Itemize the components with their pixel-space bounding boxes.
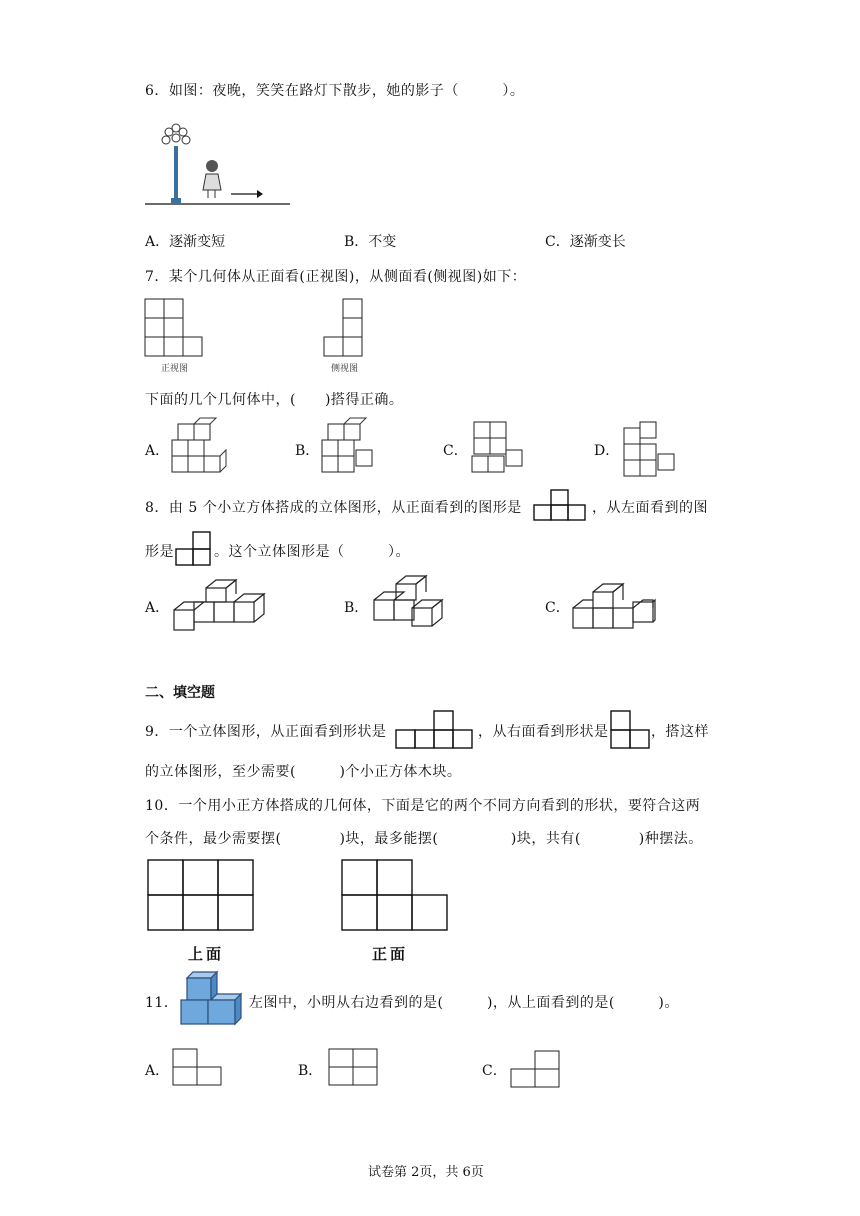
q10-line1: 10．一个用小正方体搭成的几何体，下面是它的两个不同方向看到的形状，要符合这两 [145,798,701,814]
page-footer: 试卷第 2页，共 6页 [368,1165,484,1180]
q10-top-view [147,859,257,934]
q9-right-view [611,710,651,750]
q8-text-a: 8．由 5 个小立方体搭成的立体图形，从正面看到的图形是 [145,500,522,516]
q8-option-b-cubes [372,576,452,632]
q11-option-c-view [510,1050,565,1092]
q11-option-c: C． [482,1063,507,1079]
q11-num: 11． [145,995,179,1011]
q8-option-b: B． [344,600,369,616]
q7-side-view [324,299,369,359]
q9-front-view [396,710,476,750]
q6-option-a: A．逐渐变短 [145,234,226,250]
q11-option-a: A． [145,1063,170,1079]
q7-option-a: A． [145,443,170,459]
q7-text2: 下面的几个几何体中，( )搭得正确。 [145,392,404,408]
q10-line2: 个条件，最少需要摆( )块，最多能摆( )块，共有( )种摆法。 [145,831,703,847]
q11-option-a-view [172,1048,227,1090]
q8-text-d: 。这个立体图形是（ ）。 [214,544,410,560]
streetlamp-girl-illustration [145,118,295,208]
q8-left-view [175,530,215,568]
q7-option-c: C． [443,443,468,459]
q8-text-b: ，从左面看到的图 [592,500,708,516]
q11-text: 左图中，小明从右边看到的是( )，从上面看到的是( )。 [249,995,679,1011]
q7-front-caption: 正视图 [161,364,189,374]
q7-front-view [145,299,205,359]
q9-text-d: 的立体图形，至少需要( )个小正方体木块。 [145,764,462,780]
q8-option-c-cubes [571,580,661,632]
q7-option-d: D． [594,443,620,459]
q8-option-c: C． [545,600,570,616]
q7-option-d-cubes [622,418,682,482]
q11-option-b-view [328,1048,383,1090]
q6-option-b: B．不变 [344,234,397,250]
q9-text-c: ，搭这样 [651,724,709,740]
q7-option-a-cubes [170,418,230,478]
q8-front-view [533,488,589,524]
q8-option-a: A． [145,600,170,616]
q10-front-view [341,859,451,934]
q7-text: 7．某个几何体从正面看(正视图)，从侧面看(侧视图)如下： [145,269,527,285]
q10-front-label: 正面 [372,945,409,963]
q8-option-a-cubes [172,578,262,634]
q9-text-b: ，从右面看到形状是 [478,724,609,740]
q11-option-b: B． [298,1063,323,1079]
q7-option-b: B． [295,443,320,459]
q7-side-caption: 侧视图 [331,364,359,374]
q6-text: 6．如图：夜晚，笑笑在路灯下散步，她的影子（ ）。 [145,83,525,99]
q11-blue-cubes [179,970,249,1030]
section-title: 二、填空题 [145,685,215,701]
q6-option-c: C．逐渐变长 [545,234,626,250]
q9-text-a: 9．一个立体图形，从正面看到形状是 [145,724,387,740]
q7-option-c-cubes [470,418,530,478]
q8-text-c: 形是 [145,544,174,560]
q10-top-label: 上面 [188,945,225,963]
q7-option-b-cubes [320,418,380,478]
